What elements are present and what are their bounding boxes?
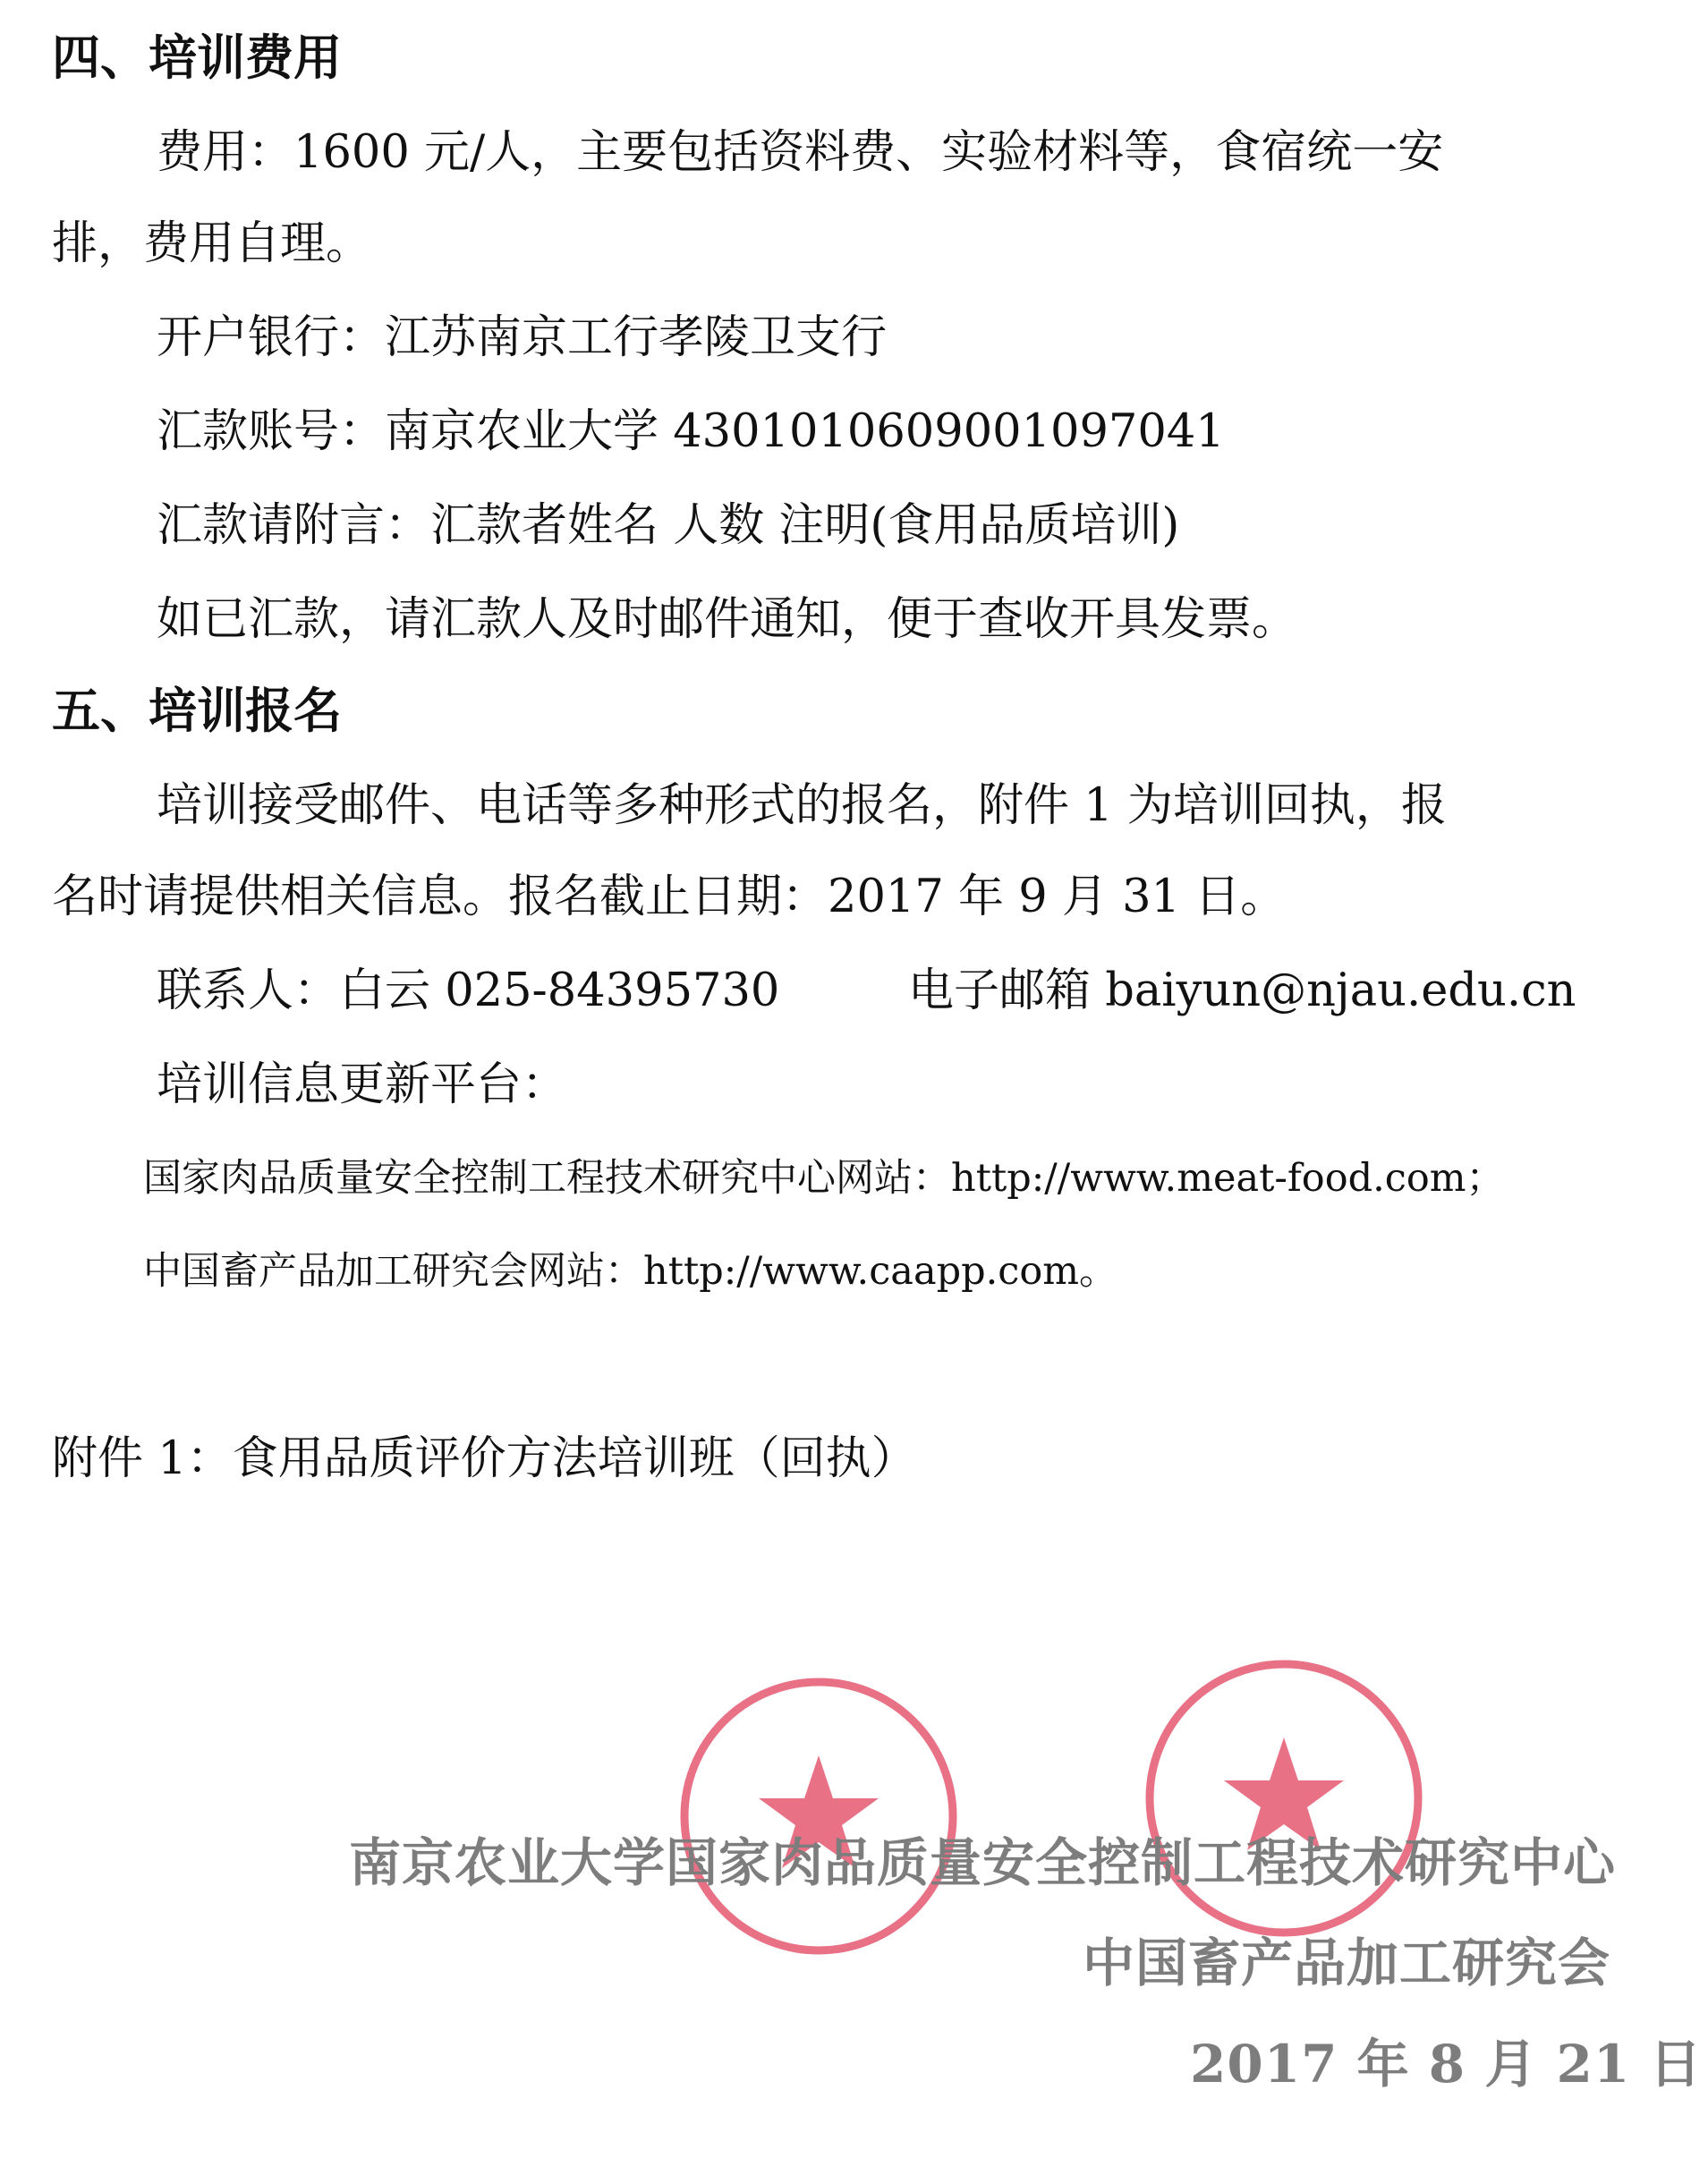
- section-5-heading: 五、培训报名: [52, 682, 342, 739]
- stamp-2-seal: [1141, 1655, 1427, 1941]
- signature-org-1: 南京农业大学国家肉品质量安全控制工程技术研究中心: [349, 1832, 1617, 1893]
- signature-date: 2017 年 8 月 21 日: [1190, 2034, 1703, 2094]
- fee-text-line2: 排，费用自理。: [52, 217, 372, 270]
- contact-name-phone: 联系人：白云 025-84395730: [157, 964, 780, 1017]
- remark-line: 汇款请附言：汇款者姓名 人数 注明(食用品质培训): [157, 499, 1180, 552]
- registration-line1: 培训接受邮件、电话等多种形式的报名，附件 1 为培训回执，报: [157, 779, 1447, 832]
- section-4-heading: 四、培训费用: [52, 29, 342, 86]
- contact-email: 电子邮箱 baiyun@njau.edu.cn: [908, 964, 1576, 1017]
- account-line: 汇款账号：南京农业大学 4301010609001097041: [157, 405, 1225, 458]
- stamp-1-seal: [676, 1673, 962, 1959]
- signature-block: [313, 1655, 1703, 2094]
- fee-text-line1: 费用：1600 元/人，主要包括资料费、实验材料等，食宿统一安: [157, 126, 1444, 179]
- signature-org-2: 中国畜产品加工研究会: [1083, 1933, 1611, 1993]
- registration-line2: 名时请提供相关信息。报名截止日期：2017 年 9 月 31 日。: [52, 871, 1287, 923]
- website-line-2: 中国畜产品加工研究会网站：http://www.caapp.com。: [143, 1249, 1118, 1294]
- platform-label: 培训信息更新平台：: [157, 1058, 568, 1111]
- bank-line: 开户银行：江苏南京工行孝陵卫支行: [157, 311, 888, 364]
- attachment-line: 附件 1：食用品质评价方法培训班（回执）: [52, 1432, 917, 1485]
- invoice-line: 如已汇款，请汇款人及时邮件通知，便于查收开具发票。: [157, 593, 1298, 646]
- website-line-1: 国家肉品质量安全控制工程技术研究中心网站：http://www.meat-food.com；: [143, 1156, 1505, 1201]
